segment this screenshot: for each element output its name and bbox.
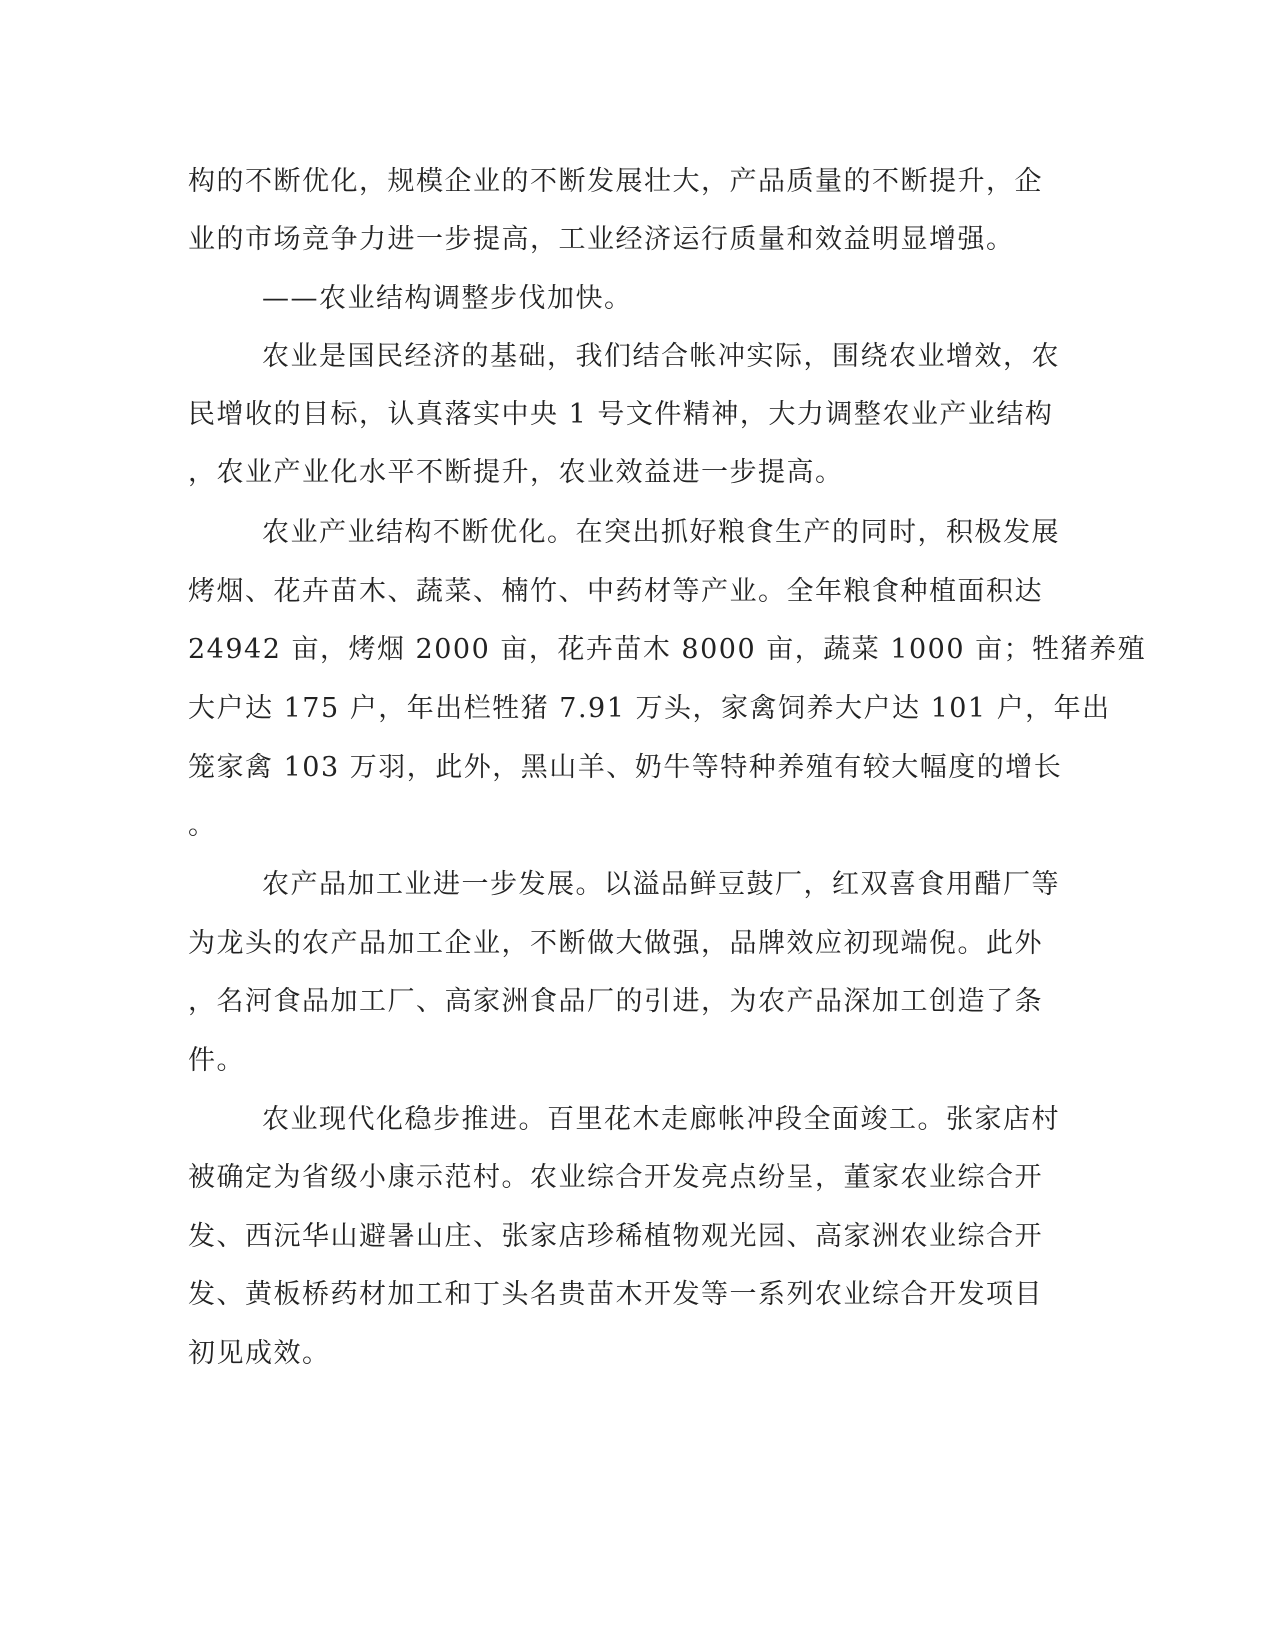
text-line-1: 构的不断优化，规模企业的不断发展壮大，产品质量的不断提升，企 — [188, 166, 1043, 197]
text-line-10: 大户达 175 户，年出栏牲猪 7.91 万头，家禽饲养大户达 101 户，年出 — [188, 693, 1111, 724]
text-line-15: ，名河食品加工厂、高家洲食品厂的引进，为农产品深加工创造了条 — [188, 986, 1043, 1017]
text-line-13: 农产品加工业进一步发展。以溢品鲜豆鼓厂，红双喜食用醋厂等 — [262, 869, 1060, 900]
text-line-7: 农业产业结构不断优化。在突出抓好粮食生产的同时，积极发展 — [262, 517, 1060, 548]
text-line-17: 农业现代化稳步推进。百里花木走廊帐冲段全面竣工。张家店村 — [262, 1104, 1060, 1135]
text-line-11: 笼家禽 103 万羽，此外，黑山羊、奶牛等特种养殖有较大幅度的增长 — [188, 752, 1063, 783]
section-heading: ——农业结构调整步伐加快。 — [262, 283, 633, 314]
text-line-20: 发、黄板桥药材加工和丁头名贵苗木开发等一系列农业综合开发项目 — [188, 1279, 1043, 1310]
text-line-4: 农业是国民经济的基础，我们结合帐冲实际，围绕农业增效，农 — [262, 341, 1060, 372]
text-line-14: 为龙头的农产品加工企业，不断做大做强，品牌效应初现端倪。此外 — [188, 928, 1043, 959]
text-line-16: 件。 — [188, 1045, 245, 1076]
text-line-8: 烤烟、花卉苗木、蔬菜、楠竹、中药材等产业。全年粮食种植面积达 — [188, 576, 1043, 607]
text-line-6: ，农业产业化水平不断提升，农业效益进一步提高。 — [188, 457, 844, 488]
text-line-18: 被确定为省级小康示范村。农业综合开发亮点纷呈，董家农业综合开 — [188, 1162, 1043, 1193]
text-line-5: 民增收的目标，认真落实中央 1 号文件精神，大力调整农业产业结构 — [188, 399, 1054, 430]
text-line-21: 初见成效。 — [188, 1338, 331, 1369]
text-line-2: 业的市场竞争力进一步提高，工业经济运行质量和效益明显增强。 — [188, 224, 1015, 255]
text-line-9: 24942 亩，烤烟 2000 亩，花卉苗木 8000 亩，蔬菜 1000 亩；牲猪养殖 — [188, 634, 1147, 665]
text-line-12: 。 — [188, 810, 217, 841]
text-line-19: 发、西沅华山避暑山庄、张家店珍稀植物观光园、高家洲农业综合开 — [188, 1221, 1043, 1252]
